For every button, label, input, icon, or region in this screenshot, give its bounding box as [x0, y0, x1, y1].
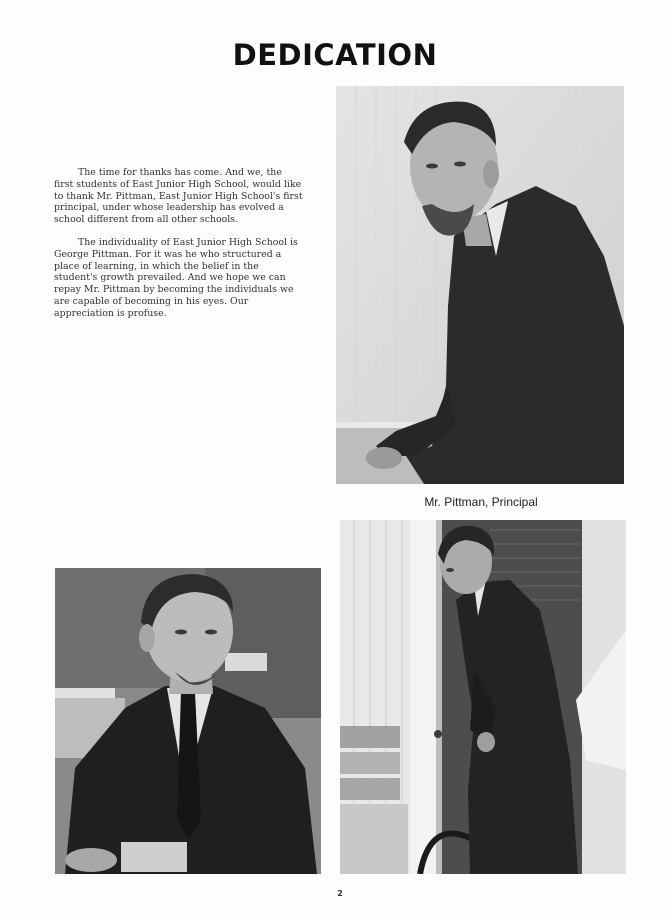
paragraph-2: The individuality of East Junior High School is George Pittman. For it was he who structured a place of learning, in which the belief in the student's growth prevailed. And we hope we can repay Mr. Pittman by becoming the individuals we are capable of becoming in his eyes. Our appreciation is profuse.: [54, 236, 298, 319]
page-title: DEDICATION: [232, 38, 438, 72]
paragraph-1: The time for thanks has come. And we, the first students of East Junior High School, would like to thank Mr. Pittman, East Junior High School's first principal, under whose leadership has evolved a school different from all other schools.: [54, 167, 303, 226]
dedication-text: [54, 167, 304, 331]
photo-principal-doorway: [340, 520, 626, 874]
photo-principal-seated: [55, 568, 321, 874]
photo-caption: Mr. Pittman, Principal: [424, 495, 538, 509]
photo-principal-leaning: [336, 86, 624, 484]
page-number: 2: [337, 889, 343, 898]
